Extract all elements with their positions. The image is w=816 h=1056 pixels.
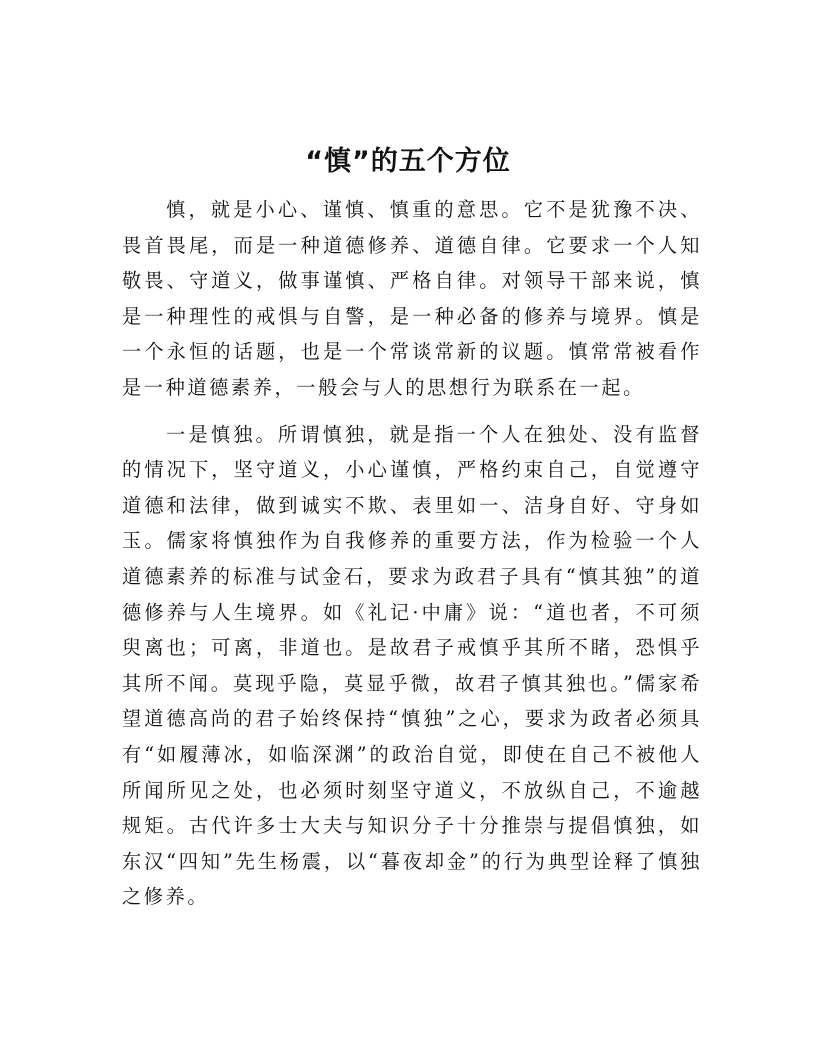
paragraph-shendu: 一是慎独。所谓慎独，就是指一个人在独处、没有监督的情况下，坚守道义，小心谨慎，严格约束自己，自觉遵守道德和法律，做到诚实不欺、表里如一、洁身自好、守身如玉。儒家将慎独作为自我修养的重要方法，作为检验一个人道德素养的标准与试金石，要求为政君子具有“慎其独”的道德修养与人生境界。如《礼记·中庸》说：“道也者，不可须臾离也；可离，非道也。是故君子戒慎乎其所不睹，恐惧乎其所不闻。莫现乎隐，莫显乎微，故君子慎其独也。”儒家希望道德高尚的君子始终保持“慎独”之心，要求为政者必须具有“如履薄冰，如临深渊”的政治自觉，即使在自己不被他人所闻所见之处，也必须时刻坚守道义，不放纵自己，不逾越规矩。古代许多士大夫与知识分子十分推崇与提倡慎独，如东汉“四知”先生杨震，以“暮夜却金”的行为典型诠释了慎独之修养。 [122,422,702,909]
document-body [122,192,702,915]
paragraph-intro: 慎，就是小心、谨慎、慎重的意思。它不是犹豫不决、畏首畏尾，而是一种道德修养、道德自律。它要求一个人知敬畏、守道义，做事谨慎、严格自律。对领导干部来说，慎是一种理性的戒惧与自警，是一种必备的修养与境界。慎是一个永恒的话题，也是一个常谈常新的议题。慎常常被看作是一种道德素养，一般会与人的思想行为联系在一起。 [122,198,702,399]
page-title: “慎”的五个方位 [305,146,511,177]
